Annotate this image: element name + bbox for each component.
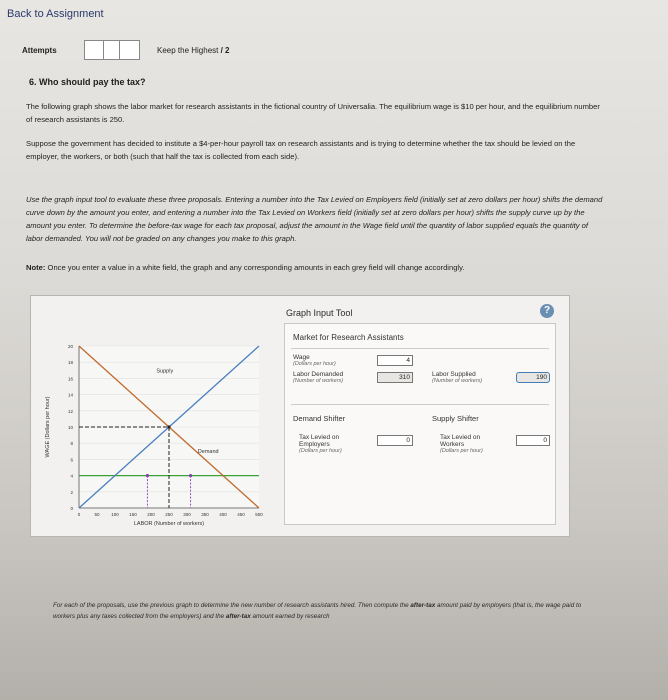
labor-supplied-label-group xyxy=(432,371,502,384)
supply-curve-label: Supply xyxy=(156,368,174,375)
note-line xyxy=(26,261,606,274)
x-tick-label: 0 xyxy=(77,512,81,517)
tax-workers-input[interactable]: 0 xyxy=(516,435,550,446)
x-tick-label: 500 xyxy=(255,512,263,517)
quantity-point xyxy=(146,474,149,477)
attempt-box-3 xyxy=(119,40,140,60)
y-tick-label: 14 xyxy=(67,392,73,398)
demand-curve-label: Demand xyxy=(197,448,219,455)
labor-supplied-value: 190 xyxy=(516,372,550,383)
x-tick-label: 50 xyxy=(94,512,100,517)
wage-sub-label: (Dollars per hour) xyxy=(293,361,336,367)
tax-workers-sub-label: (Dollars per hour) xyxy=(440,448,483,454)
labor-supplied-sub-label: (Number of workers) xyxy=(432,378,483,384)
keep-highest-text: Keep the Highest xyxy=(157,46,219,55)
y-tick-label: 2 xyxy=(70,489,73,495)
labor-demanded-label-group xyxy=(293,371,363,384)
bottom-bold-2: after-tax xyxy=(225,613,251,620)
y-tick-label: 6 xyxy=(70,457,73,463)
labor-market-chart[interactable] xyxy=(31,296,281,536)
back-to-assignment-link[interactable]: Back to Assignment xyxy=(7,8,104,20)
divider xyxy=(291,348,549,349)
x-tick-label: 350 xyxy=(201,512,209,517)
question-paragraph-1: The following graph shows the labor market for research assistants in the fictional country of Universalia. The equilibrium wage is $10 per hour, and the equilibrium number of research assistants is 250. xyxy=(26,102,600,124)
demand-shifter-title: Demand Shifter xyxy=(293,414,346,423)
graph-input-tool-box xyxy=(284,323,556,525)
x-tick-label: 250 xyxy=(165,512,173,517)
labor-demanded-value: 310 xyxy=(377,372,413,383)
bottom-text-c: amount earned by research xyxy=(250,613,330,620)
labor-demanded-sub-label: (Number of workers) xyxy=(293,378,344,384)
divider xyxy=(291,404,549,405)
keep-highest-value: / 2 xyxy=(220,46,230,55)
wage-label-group xyxy=(293,354,336,367)
note-text: Once you enter a value in a white field, the graph and any corresponding amounts in each grey field will change accordingly. xyxy=(47,263,465,272)
wage-input[interactable]: 4 xyxy=(377,355,413,366)
y-tick-label: 12 xyxy=(67,408,73,414)
question-paragraph-2: Suppose the government has decided to institute a $4-per-hour payroll tax on research assistants and is trying to determine whether the tax should be levied on the employer, the workers, or both (such that half the tax is collected from each side). xyxy=(26,139,576,161)
y-tick-label: 16 xyxy=(67,376,73,382)
question-title: 6. Who should pay the tax? xyxy=(29,77,146,87)
help-icon[interactable]: ? xyxy=(540,304,554,318)
tax-employers-sub-label: (Dollars per hour) xyxy=(299,448,342,454)
keep-highest-label xyxy=(157,46,230,55)
note-label: Note: xyxy=(26,263,46,272)
x-tick-label: 200 xyxy=(147,512,155,517)
x-tick-label: 150 xyxy=(129,512,137,517)
bottom-text-b: amount paid by employers (that is, the wage paid to workers plus any taxes collected from the employers) and the xyxy=(53,602,582,620)
y-tick-label: 4 xyxy=(70,473,73,479)
wage-label: Wage xyxy=(293,354,310,361)
question-paragraph-3: Use the graph input tool to evaluate these three proposals. Entering a number into the Tax Levied on Employers field (initially set at zero dollars per hour) shifts the demand curve down by the amount you enter, and entering a number into the Tax Levied on Workers field (initially set at zero dollars per hour) shifts the supply curve up by the amount you enter. To determine the before-tax wage for each tax proposal, adjust the amount in the Wage field until the quantity of labor supplied equals the quantity of labor demanded. You will not be graded on any changes you make to this graph. xyxy=(26,195,603,243)
labor-demanded-label: Labor Demanded xyxy=(293,371,344,378)
graph-input-tool-title: Graph Input Tool xyxy=(286,308,353,318)
attempt-box-1 xyxy=(84,40,105,60)
x-tick-label: 400 xyxy=(219,512,227,517)
x-tick-label: 100 xyxy=(111,512,119,517)
y-tick-label: 8 xyxy=(70,441,73,447)
tax-employers-label-group xyxy=(299,434,361,454)
y-axis-label: WAGE (Dollars per hour) xyxy=(45,396,51,458)
tax-employers-label: Tax Levied on Employers xyxy=(299,434,340,448)
bottom-instructions xyxy=(53,600,603,622)
y-tick-label: 0 xyxy=(70,506,73,511)
bottom-text-a: For each of the proposals, use the previous graph to determine the new number of research assistants hired. Then compute the xyxy=(53,602,411,609)
labor-supplied-label: Labor Supplied xyxy=(432,371,476,378)
x-tick-label: 450 xyxy=(237,512,245,517)
bottom-bold-1: after-tax xyxy=(410,602,436,609)
y-tick-label: 20 xyxy=(67,344,73,349)
graph-input-panel xyxy=(30,295,570,537)
y-tick-label: 18 xyxy=(67,360,73,366)
attempts-label: Attempts xyxy=(22,46,57,55)
equilibrium-point xyxy=(167,425,170,428)
tax-workers-label-group xyxy=(440,434,502,454)
tax-workers-label: Tax Levied on Workers xyxy=(440,434,481,448)
tax-employers-input[interactable]: 0 xyxy=(377,435,413,446)
x-tick-label: 300 xyxy=(183,512,191,517)
quantity-point xyxy=(189,474,192,477)
y-tick-label: 10 xyxy=(67,425,73,430)
supply-shifter-title: Supply Shifter xyxy=(432,414,479,423)
x-axis-label: LABOR (Number of workers) xyxy=(133,521,205,527)
market-title: Market for Research Assistants xyxy=(293,333,404,342)
